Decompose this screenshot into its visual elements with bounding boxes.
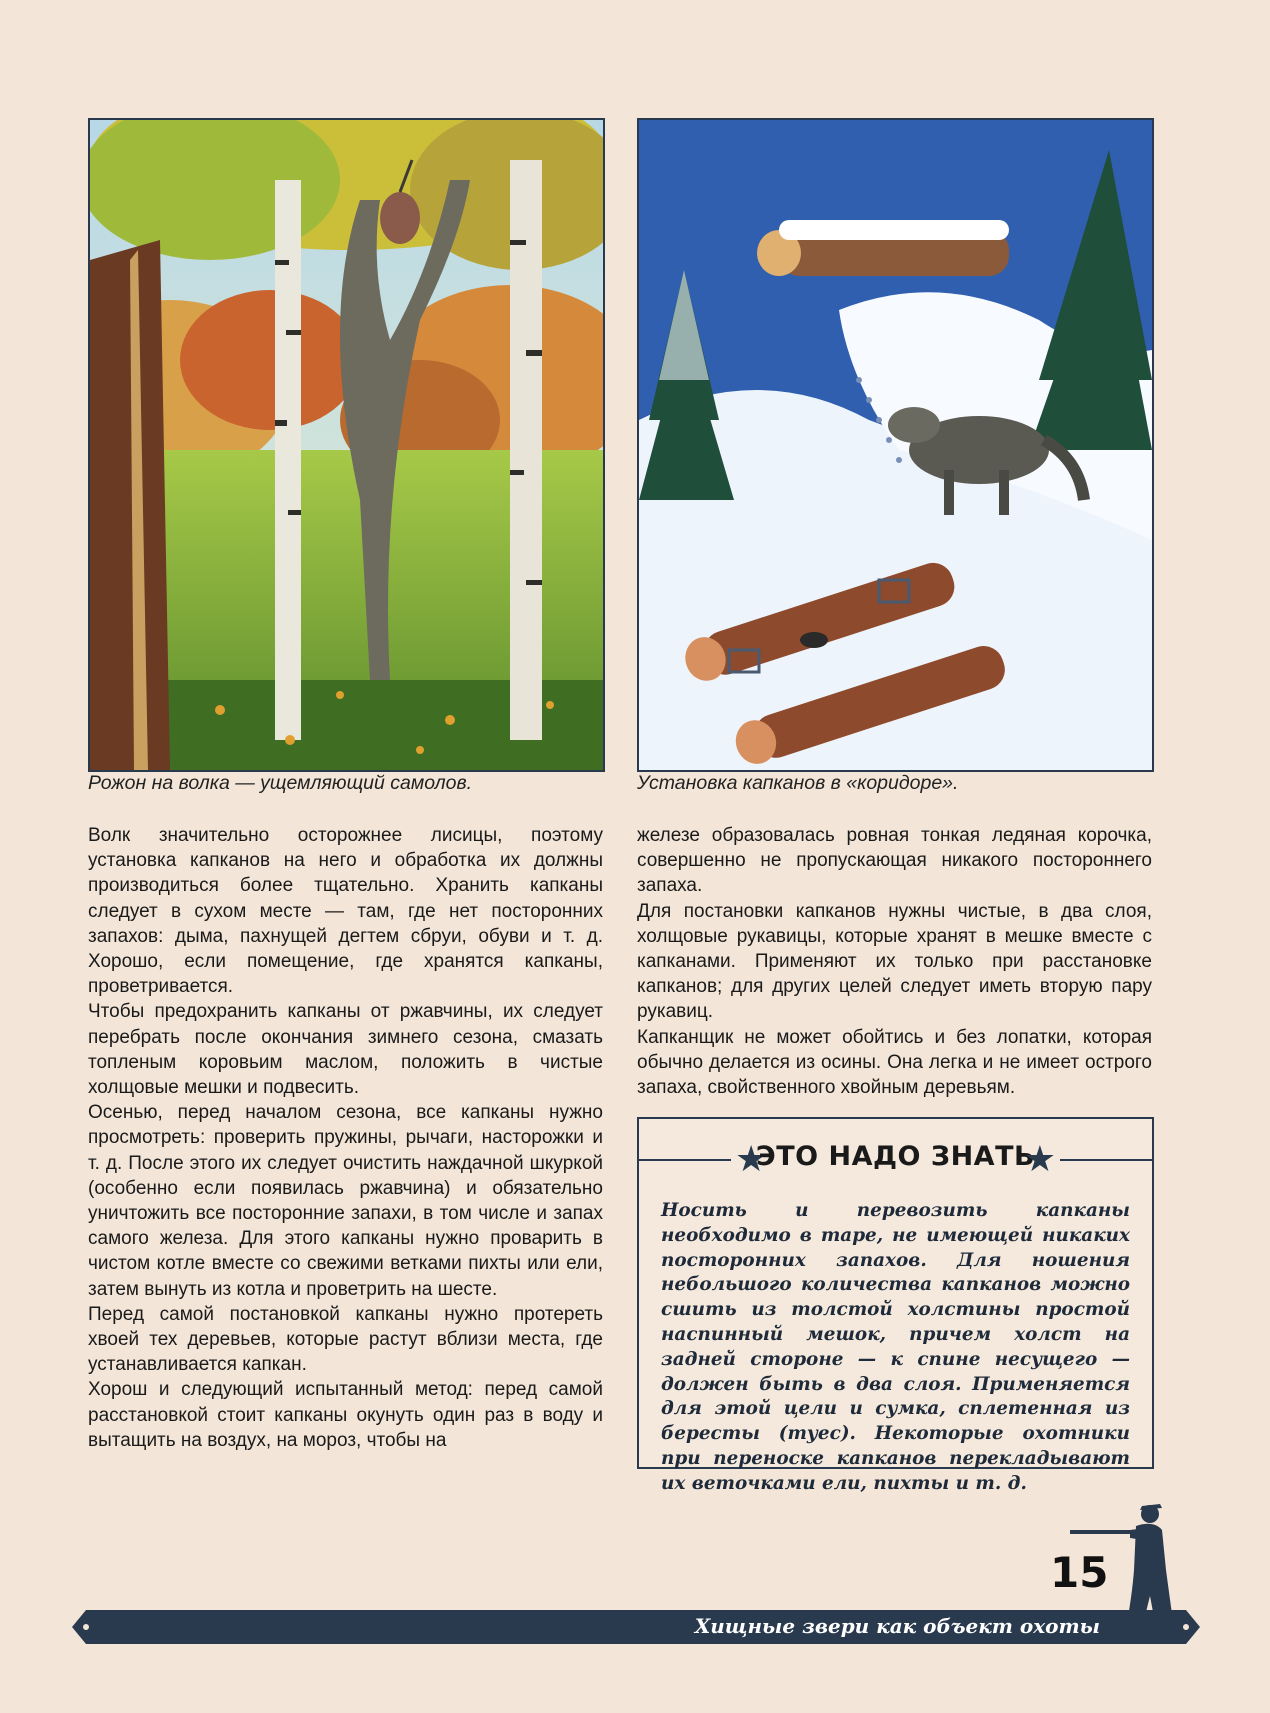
autumn-forest-scene — [90, 120, 603, 770]
winter-forest-scene — [639, 120, 1152, 770]
footer-section-title: Хищные звери как объект охоты — [694, 1614, 1100, 1638]
paragraph: Хорош и следующий испытанный метод: перед самой расстановкой стоит капканы окунуть один раз в воду и вытащить на воздух, на мороз, чтобы на — [88, 1379, 603, 1451]
info-box — [637, 1117, 1154, 1494]
text-column-left — [88, 823, 603, 1453]
info-box-text: Носить и перевозить капканы необходимо в таре, не имеющей никаких посторонних запахов. Для ношения небольшого количества капканов можно сшить из толстой холстины простой наспинный мешок, причем холст на задней стороне — к спине несущего — должен быть в два слоя. Применяется для этой цели и сумка, сплетенная из бересты (туес). Некоторые охотники при переноске капканов перекладывают их веточками ели, пихты и т. д. — [661, 1200, 1130, 1494]
paragraph: Для постановки капканов нужны чистые, в два слоя, холщовые рукавицы, которые хранят в мешке вместе с капканами. Применяют их только при расстановке капканов; для других целей следует иметь вторую пару рукавиц. — [637, 900, 1152, 1023]
star-icon: ★ — [1023, 1138, 1056, 1179]
winter-corridor-illustration — [637, 118, 1154, 772]
header-rule-right — [1060, 1159, 1152, 1161]
figure-caption-right: Установка капканов в «коридоре». — [637, 772, 959, 794]
autumn-trap-illustration — [88, 118, 605, 772]
page-number: 15 — [1050, 1548, 1109, 1597]
paragraph: железе образовалась ровная тонкая ледяная корочка, совершенно не пропускающая никакого постороннего запаха. — [637, 825, 1152, 897]
text-column-right — [637, 823, 1152, 1100]
paragraph: Капканщик не может обойтись и без лопатки, которая обычно делается из осины. Она легка и не имеет острого запаха, свойственного хвойным деревьям. — [637, 1026, 1152, 1099]
info-box-header — [639, 1139, 1152, 1179]
paragraph: Осенью, перед началом сезона, все капканы нужно просмотреть: проверить пружины, рычаги, насторожки и т. д. После этого их следует очистить наждачной шкуркой (особенно если появилась ржавчина) и обязательно уничтожить все посторонние запахи, в том числе и запах самого железа. Для этого капканы нужно проварить в чистом котле вместе со свежими ветками пихты или ели, затем вынуть из котла и проветрить на шесте. — [88, 1102, 603, 1300]
paragraph: Перед самой постановкой капканы нужно протереть хвоей тех деревьев, которые растут вблизи места, где устанавливается капкан. — [88, 1303, 603, 1376]
info-box-title: ЭТО НАДО ЗНАТЬ — [755, 1141, 1036, 1172]
star-icon: ★ — [735, 1138, 768, 1179]
paragraph: Волк значительно осторожнее лисицы, поэтому установка капканов на него и обработка их должны производиться более тщательно. Хранить капканы следует в сухом месте — там, где нет посторонних запахов: дыма, пахнущей дегтем сбруи, обуви и т. д. Хорошо, если помещение, где хранятся капканы, проветривается. — [88, 825, 603, 998]
figure-caption-left: Рожон на волка — ущемляющий самолов. — [88, 772, 473, 794]
paragraph: Чтобы предохранить капканы от ржавчины, их следует перебрать после окончания зимнего сезона, смазать топленым коровьим маслом, положить в чистые холщовые мешки и подвесить. — [88, 1001, 603, 1099]
